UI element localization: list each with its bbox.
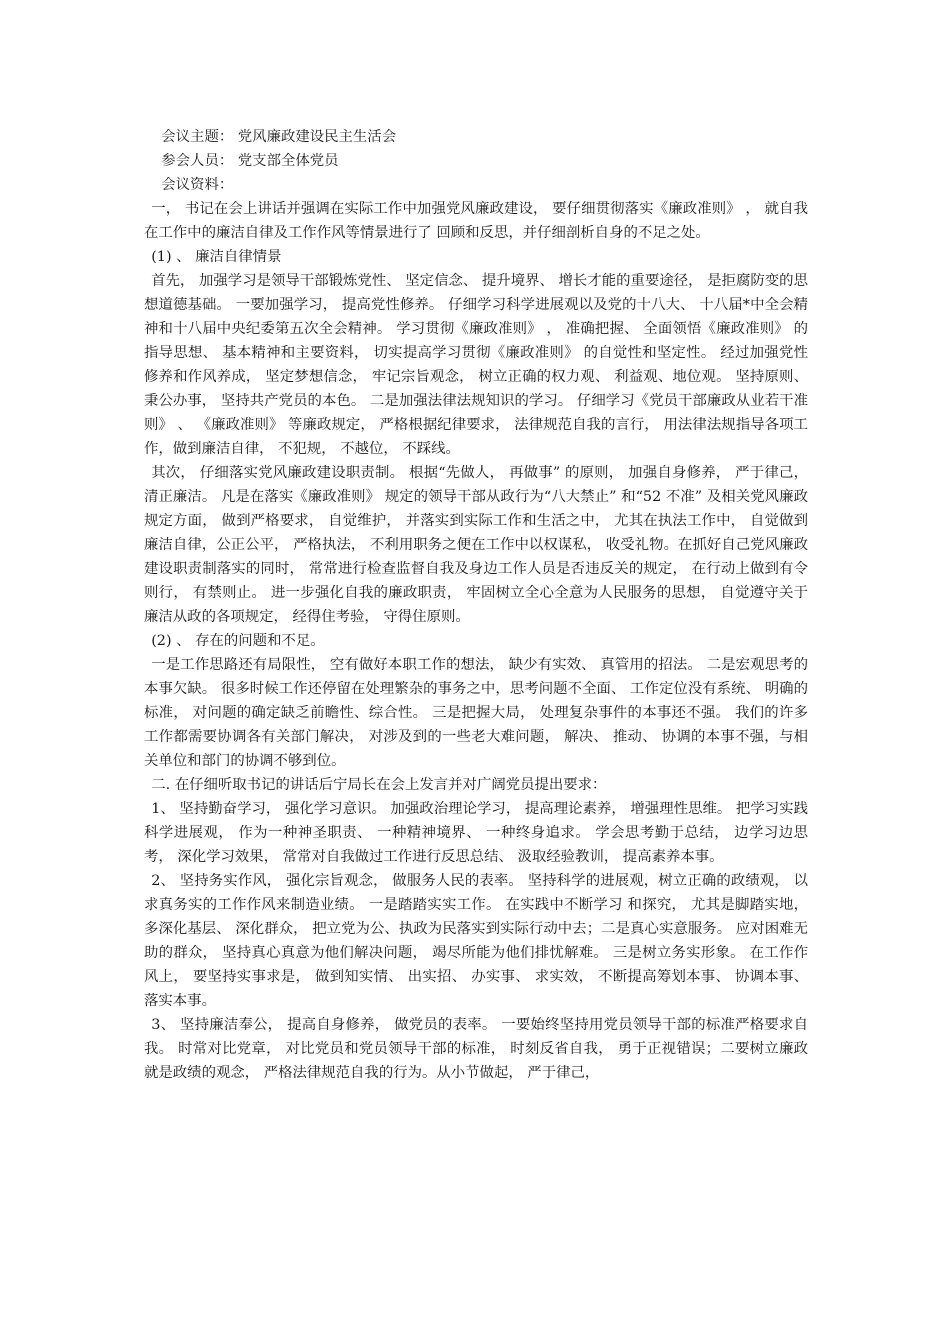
paragraph-sub-2: (2) 、 存在的问题和不足。: [151, 633, 325, 649]
paragraph-req-1: 1、 坚持勤奋学习， 强化学习意识。 加强政治理论学习， 提高理论素养， 增强理性思维。 把学习实践科学进展观， 作为一种神圣职责、 一种精神境界、 一种终身追求。 学会思考勤于总结， 边学习边思考， 深化学习效果， 常常对自我做过工作进行反思总结、 汲取经验教训， 提高素养本事。: [144, 801, 808, 865]
paragraph-sub-1: (1) 、 廉洁自律情景: [151, 249, 282, 265]
paragraph-req-3: 3、 坚持廉洁奉公， 提高自身修养， 做党员的表率。 一要始终坚持用党员领导干部的标准严格要求自我。 时常对比党章， 对比党员和党员领导干部的标准， 时刻反省自我， 勇于正视错误；二要树立廉政就是政绩的观念， 严格法律规范自我的行为。从小节做起， 严于律己，: [144, 1017, 808, 1081]
paragraph-section-2: 二. 在仔细听取书记的讲话后宁局长在会上发言并对广阔党员提出要求：: [151, 777, 607, 793]
paragraph-meeting-topic: 会议主题： 党风廉政建设民主生活会: [161, 129, 397, 145]
paragraph-para-problems: 一是工作思路还有局限性， 空有做好本职工作的想法， 缺少有实效、 真管用的招法。 二是宏观思考的本事欠缺。 很多时候工作还停留在处理繁杂的事务之中，思考问题不全面、 工作定位没有系统、 明确的标准， 对问题的确定缺乏前瞻性、综合性。 三是把握大局， 处理复杂事件的本事还不强。 我们的许多工作都需要协调各有关部门解决， 对涉及到的一些老大难问题， 解决、 推动、 协调的本事不强，与相关单位和部门的协调不够到位。: [144, 657, 808, 769]
document-body: [144, 125, 808, 1085]
paragraph-para-second: 其次， 仔细落实党风廉政建设职责制。 根据“先做人， 再做事” 的原则， 加强自身修养， 严于律己， 清正廉洁。 凡是在落实《廉政准则》 规定的领导干部从政行为“八大禁止” 和“52 不准” 及相关党风廉政规定方面， 做到严格要求， 自觉维护， 并落实到实际工作和生活之中， 尤其在执法工作中， 自觉做到廉洁自律，公正公平， 严格执法， 不利用职务之便在工作中以权谋私， 收受礼物。在抓好自己党风廉政建设职责制落实的同时， 常常进行检查监督自我及身边工作人员是否违反关的规定， 在行动上做到有令则行， 有禁则止。 进一步强化自我的廉政职责， 牢固树立全心全意为人民服务的思想， 自觉遵守关于廉洁从政的各项规定， 经得住考验， 守得住原则。: [144, 465, 808, 625]
paragraph-section-1: 一， 书记在会上讲话并强调在实际工作中加强党风廉政建设， 要仔细贯彻落实《廉政准则》 ， 就自我在工作中的廉洁自律及工作作风等情景进行了 回顾和反思，并仔细剖析自身的不足之处。: [144, 201, 808, 241]
paragraph-attendees: 参会人员： 党支部全体党员: [161, 153, 339, 169]
paragraph-req-2: 2、 坚持务实作风， 强化宗旨观念， 做服务人民的表率。 坚持科学的进展观，树立正确的政绩观， 以求真务实的工作作风来制造业绩。 一是踏踏实实工作。 在实践中不断学习 和探究， 尤其是脚踏实地， 多深化基层、 深化群众， 把立党为公、执政为民落实到实际行动中去；二是真心实意服务。 应对困难无助的群众， 坚持真心真意为他们解决问题， 竭尽所能为他们排忧解难。 三是树立务实形象。 在工作作风上， 要坚持实事求是， 做到知实情、 出实招、 办实事、 求实效， 不断提高筹划本事、 协调本事、 落实本事。: [144, 873, 808, 1009]
paragraph-para-first: 首先， 加强学习是领导干部锻炼党性、 坚定信念、 提升境界、 增长才能的重要途径， 是拒腐防变的思想道德基础。 一要加强学习， 提高党性修养。 仔细学习科学进展观以及党的十八大、 十八届*中全会精神和十八届中央纪委第五次全会精神。 学习贯彻《廉政准则》 ， 准确把握、 全面领悟《廉政准则》 的指导思想、 基本精神和主要资料， 切实提高学习贯彻《廉政准则》 的自觉性和坚定性。 经过加强党性修养和作风养成， 坚定梦想信念， 牢记宗旨观念， 树立正确的权力观、 利益观、地位观。 坚持原则、 秉公办事， 坚持共产党员的本色。 二是加强法律法规知识的学习。 仔细学习《党员干部廉政从业若干准则》 、 《廉政准则》 等廉政规定， 严格根据纪律要求， 法律规范自我的言行， 用法律法规指导各项工作，做到廉洁自律， 不犯规， 不越位， 不踩线。: [144, 273, 808, 457]
paragraph-materials: 会议资料：: [161, 177, 234, 193]
